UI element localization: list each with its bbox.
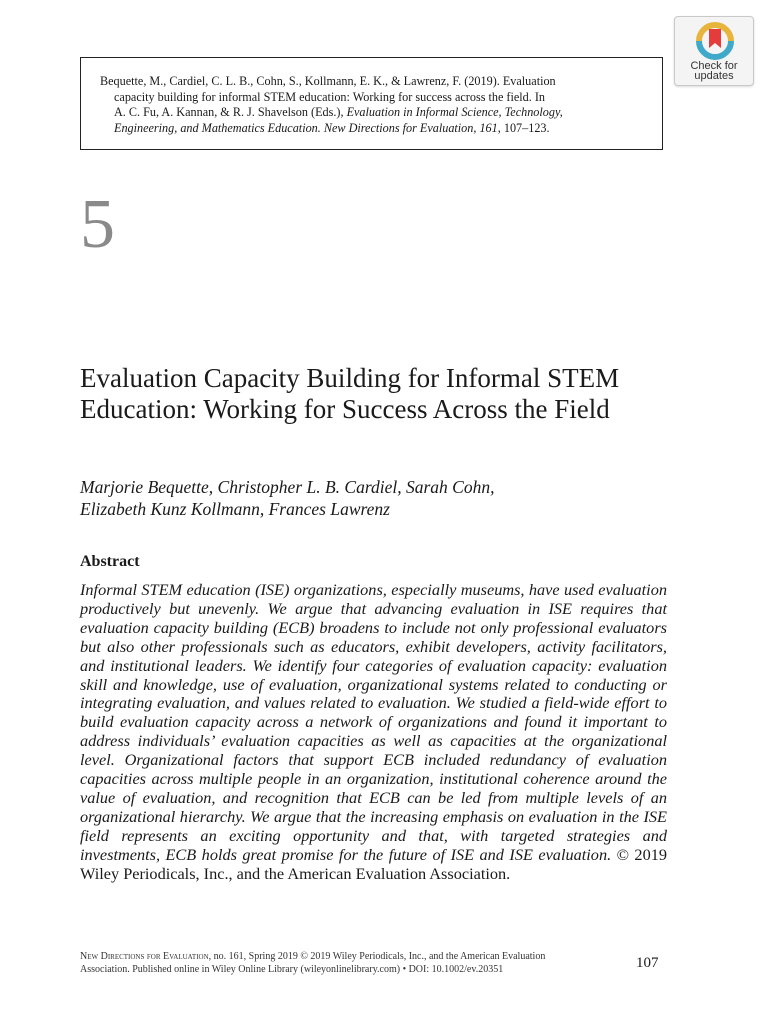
abstract-copyright: © 2019 Wiley Periodicals, Inc., and the American Evaluation Association. [80, 844, 667, 883]
citation-line-text: A. C. Fu, A. Kannan, & R. J. Shavelson (Eds.), [114, 105, 347, 119]
citation-book-title: Evaluation in Informal Science, Technology, [346, 105, 563, 119]
footer-line-text: , no. 161, Spring 2019 © 2019 Wiley Periodicals, Inc., and the American Evaluation [208, 951, 546, 962]
journal-name: New Directions for Evaluation [80, 951, 209, 962]
citation-line [100, 105, 644, 121]
crossmark-icon [695, 21, 735, 61]
citation-book-title-cont: Engineering, and Mathematics Education. New Directions for Evaluation, 161 [114, 120, 498, 135]
footer-line [80, 951, 620, 964]
abstract-heading: Abstract [80, 553, 140, 570]
footer-line: Association. Published online in Wiley Online Library (wileyonlinelibrary.com) • DOI: 10.1002/ev.20351 [80, 963, 504, 975]
citation-pages: , 107–123. [497, 120, 550, 135]
badge-label-line2: updates [694, 70, 734, 82]
chapter-title: Evaluation Capacity Building for Informal STEM Education: Working for Success Across the Field [80, 363, 620, 424]
abstract-text: Informal STEM education (ISE) organizations, especially museums, have used evaluation productively but unevenly. We argue that advancing evaluation in ISE requires that evaluation capacity building (ECB) broadens to include not only professional evaluators but also other professionals such as educators, exhibit developers, activity facilitators, and institutional leaders. We identify four categories of evaluation capacity: evaluation skill and knowledge, use of evaluation, organizational systems related to conducting or integrating evaluation, and values related to evaluation. We studied a field-wide effort to build evaluation capacity across a network of organizations and found it important to address individuals’ evaluation capacities as well as capacities at the organizational level. Organizational factors that support ECB included redundancy of evaluation capacities across multiple people in an organization, institutional coherence around the value of evaluation, and recognition that ECB can be led from multiple levels of an organizational hierarchy. We argue that the increasing emphasis on evaluation in the ISE field represents an exciting opportunity and that, with targeted strategies and investments, ECB holds great promise for the future of ISE and ISE evaluation. [80, 580, 667, 864]
author-line: Elizabeth Kunz Kollmann, Frances Lawrenz [80, 499, 390, 519]
badge-label [675, 61, 753, 81]
author-line: Marjorie Bequette, Christopher L. B. Cardiel, Sarah Cohn, [80, 477, 495, 497]
author-list [80, 476, 680, 520]
page-footer [80, 951, 620, 976]
citation-line [100, 121, 644, 137]
citation-box [80, 57, 663, 150]
chapter-number: 5 [80, 186, 115, 263]
citation-line-text: capacity building for informal STEM education: Working for success across the field. In [114, 89, 545, 104]
badge-label-line1: Check for [690, 60, 738, 72]
abstract-body [80, 581, 667, 884]
page-number: 107 [636, 955, 659, 971]
check-for-updates-badge[interactable] [674, 16, 754, 86]
citation-line [100, 90, 644, 106]
citation-text [100, 74, 644, 136]
citation-line: Bequette, M., Cardiel, C. L. B., Cohn, S., Kollmann, E. K., & Lawrenz, F. (2019). Evaluation [100, 74, 556, 88]
